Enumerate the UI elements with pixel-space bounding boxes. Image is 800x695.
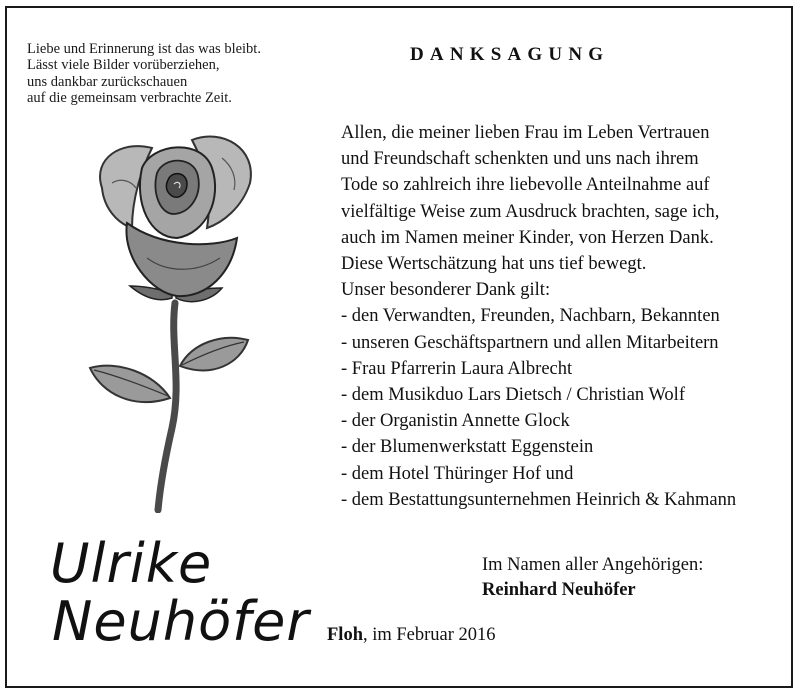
body-line: Unser besonderer Dank gilt: (341, 280, 551, 301)
memorial-poem (27, 41, 327, 106)
notice-title: DANKSAGUNG (410, 44, 610, 65)
body-line: Allen, die meiner lieben Frau im Leben Vertrauen (341, 123, 710, 143)
signoff (482, 553, 703, 603)
body-line: vielfältige Weise zum Ausdruck brachten, sage ich, (341, 201, 720, 222)
signoff-name: Reinhard Neuhöfer (482, 580, 636, 600)
body-line: auch im Namen meiner Kinder, von Herzen Dank. (341, 227, 714, 248)
thanks-list-item: - dem Bestattungsunternehmen Heinrich & Kahmann (341, 489, 737, 510)
poem-line: auf die gemeinsam verbrachte Zeit. (27, 89, 232, 106)
thanks-list-item: - der Organistin Annette Glock (341, 411, 570, 432)
body-line: und Freundschaft schenkten und uns nach ihrem (341, 149, 699, 170)
deceased-last-name: Neuhöfer (52, 590, 310, 653)
place-city: Floh (327, 625, 363, 645)
poem-line: Liebe und Erinnerung ist das was bleibt. (27, 41, 261, 57)
thanks-text (341, 120, 781, 513)
signoff-line: Im Namen aller Angehörigen: (482, 555, 704, 575)
place-date-text: , im Februar 2016 (362, 625, 496, 645)
body-line: Tode so zahlreich ihre liebevolle Anteilnahme auf (341, 175, 710, 196)
deceased-name (50, 532, 310, 653)
thanks-list-item: - dem Musikduo Lars Dietsch / Christian Wolf (341, 385, 685, 406)
thanks-list-item: - der Blumenwerkstatt Eggenstein (341, 437, 594, 458)
deceased-first-name: Ulrike (50, 532, 213, 595)
body-line: Diese Wertschätzung hat uns tief bewegt. (341, 254, 647, 275)
poem-line: uns dankbar zurückschauen (27, 73, 188, 90)
thanks-list-item: - Frau Pfarrerin Laura Albrecht (341, 358, 573, 379)
thanks-list-item: - den Verwandten, Freunden, Nachbarn, Bekannten (341, 306, 720, 327)
thanks-list-item: - unseren Geschäftspartnern und allen Mitarbeitern (341, 332, 719, 353)
place-date (327, 625, 496, 646)
poem-line: Lässt viele Bilder vorüberziehen, (27, 57, 220, 74)
rose-icon (72, 128, 272, 513)
thanks-list-item: - dem Hotel Thüringer Hof und (341, 463, 574, 484)
